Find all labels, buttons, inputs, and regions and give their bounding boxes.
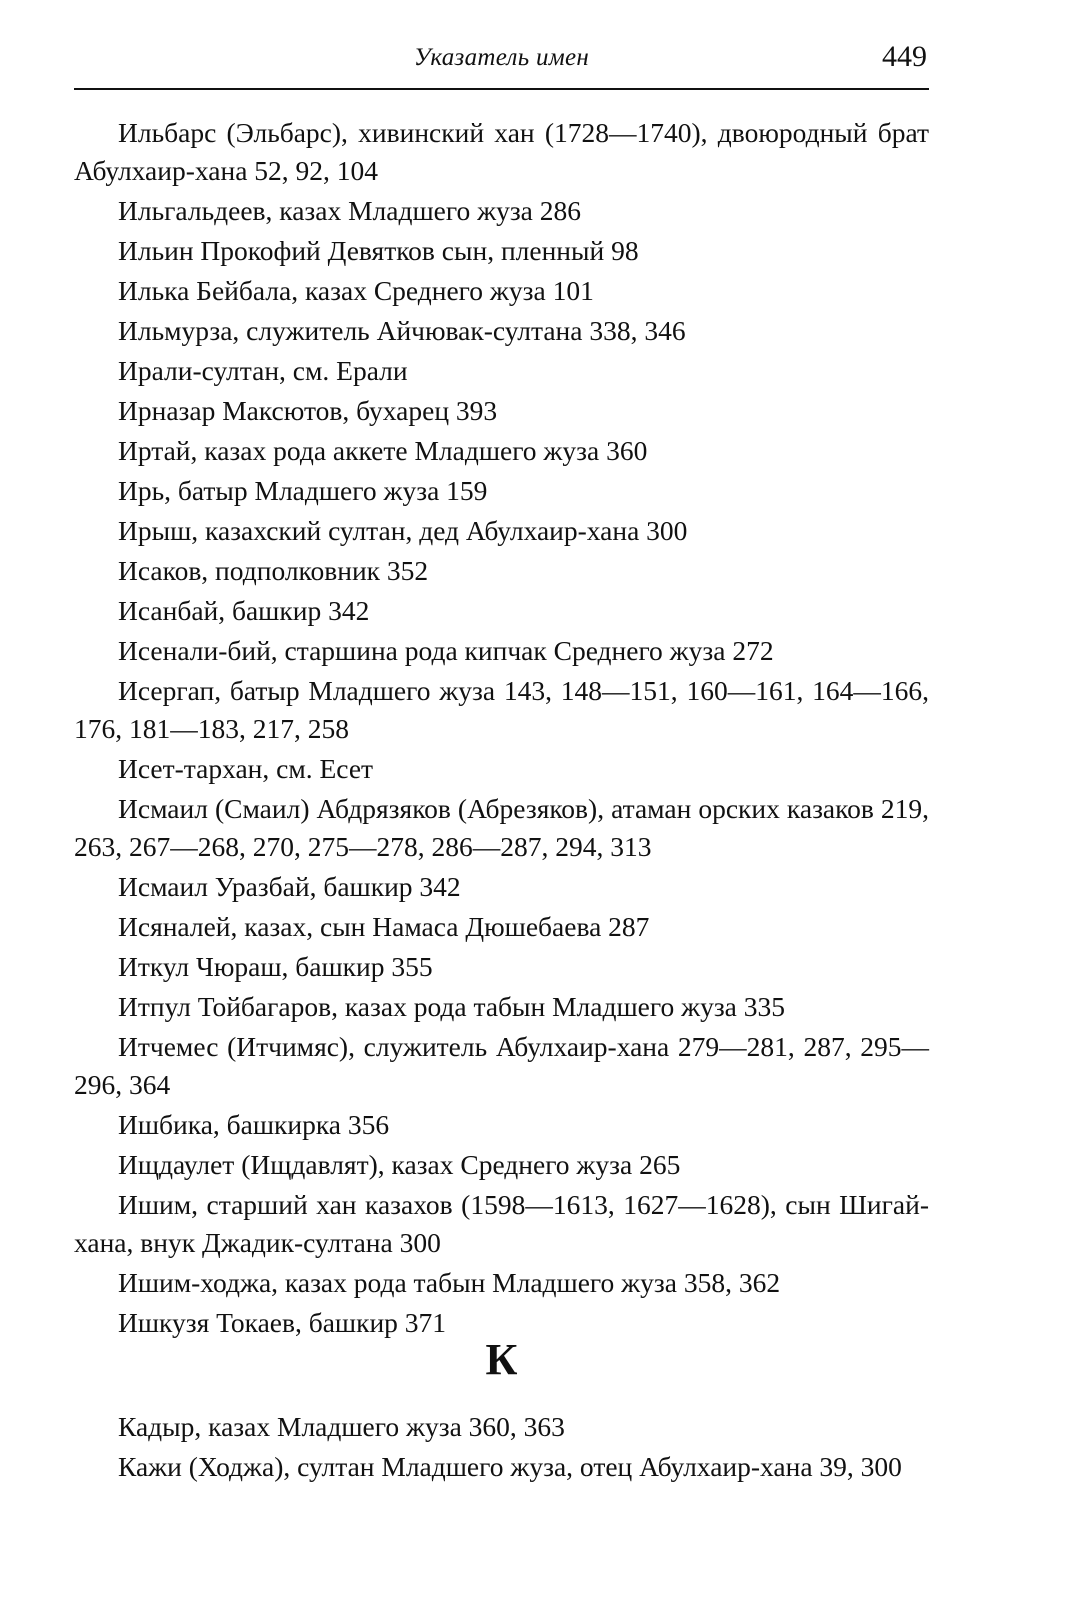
index-entries-k	[74, 1408, 929, 1488]
page-number: 449	[882, 40, 927, 73]
index-entry: Исенали-бий, старшина рода кипчак Среднего жуза 272	[118, 635, 774, 666]
section-letter-heading: К	[485, 1335, 518, 1384]
index-entry: Итчемес (Итчимяс), служитель Абулхаир-хана 279—281, 287, 295—296, 364	[74, 1031, 929, 1100]
index-entry: Ишбика, башкирка 356	[118, 1109, 390, 1140]
index-entry: Исет-тархан, см. Есет	[118, 753, 374, 784]
index-entry: Ишим, старший хан казахов (1598—1613, 1627—1628), сын Шигай-хана, внук Джадик-султана 300	[74, 1189, 929, 1258]
index-entry: Исмаил Уразбай, башкир 342	[118, 871, 461, 902]
index-entry: Исаков, подполковник 352	[118, 555, 429, 586]
index-entry: Ильмурза, служитель Айчювак-султана 338, 346	[118, 315, 686, 346]
index-entry: Исергап, батыр Младшего жуза 143, 148—151, 160—161, 164—166, 176, 181—183, 217, 258	[74, 675, 929, 744]
index-entry: Ирыш, казахский султан, дед Абулхаир-хана 300	[118, 515, 688, 546]
index-entry: Исанбай, башкир 342	[118, 595, 370, 626]
index-entries-i	[74, 114, 929, 1344]
index-entry: Ишкузя Токаев, башкир 371	[118, 1307, 447, 1338]
index-entry: Ильбарс (Эльбарс), хивинский хан (1728—1740), двоюродный брат Абулхаир-хана 52, 92, 104	[74, 117, 929, 186]
index-entry: Исяналей, казах, сын Намаса Дюшебаева 287	[118, 911, 650, 942]
index-entry: Илька Бейбала, казах Среднего жуза 101	[118, 275, 594, 306]
running-title: Указатель имен	[413, 44, 590, 71]
running-head	[74, 40, 929, 84]
index-entry: Исмаил (Смаил) Абдрязяков (Абрезяков), атаман орских казаков 219, 263, 267—268, 270, 275—278, 286—287, 294, 313	[74, 793, 929, 862]
index-entry: Ирали-султан, см. Ерали	[118, 355, 408, 386]
index-entry: Ильгальдеев, казах Младшего жуза 286	[118, 195, 582, 226]
index-entry: Ирь, батыр Младшего жуза 159	[118, 475, 488, 506]
index-entry: Кажи (Ходжа), султан Младшего жуза, отец Абулхаир-хана 39, 300	[118, 1451, 902, 1482]
index-entry: Ильин Прокофий Девятков сын, пленный 98	[118, 235, 639, 266]
index-entry: Ищдаулет (Ищдавлят), казах Среднего жуза 265	[118, 1149, 681, 1180]
index-entry: Иткул Чюраш, башкир 355	[118, 951, 433, 982]
header-rule	[74, 88, 929, 90]
index-entry: Ишим-ходжа, казах рода табын Младшего жуза 358, 362	[118, 1267, 781, 1298]
index-entry: Ирназар Максютов, бухарец 393	[118, 395, 498, 426]
index-entry: Кадыр, казах Младшего жуза 360, 363	[118, 1411, 565, 1442]
index-entry: Иртай, казах рода аккете Младшего жуза 360	[118, 435, 648, 466]
index-entry: Итпул Тойбагаров, казах рода табын Младшего жуза 335	[118, 991, 786, 1022]
